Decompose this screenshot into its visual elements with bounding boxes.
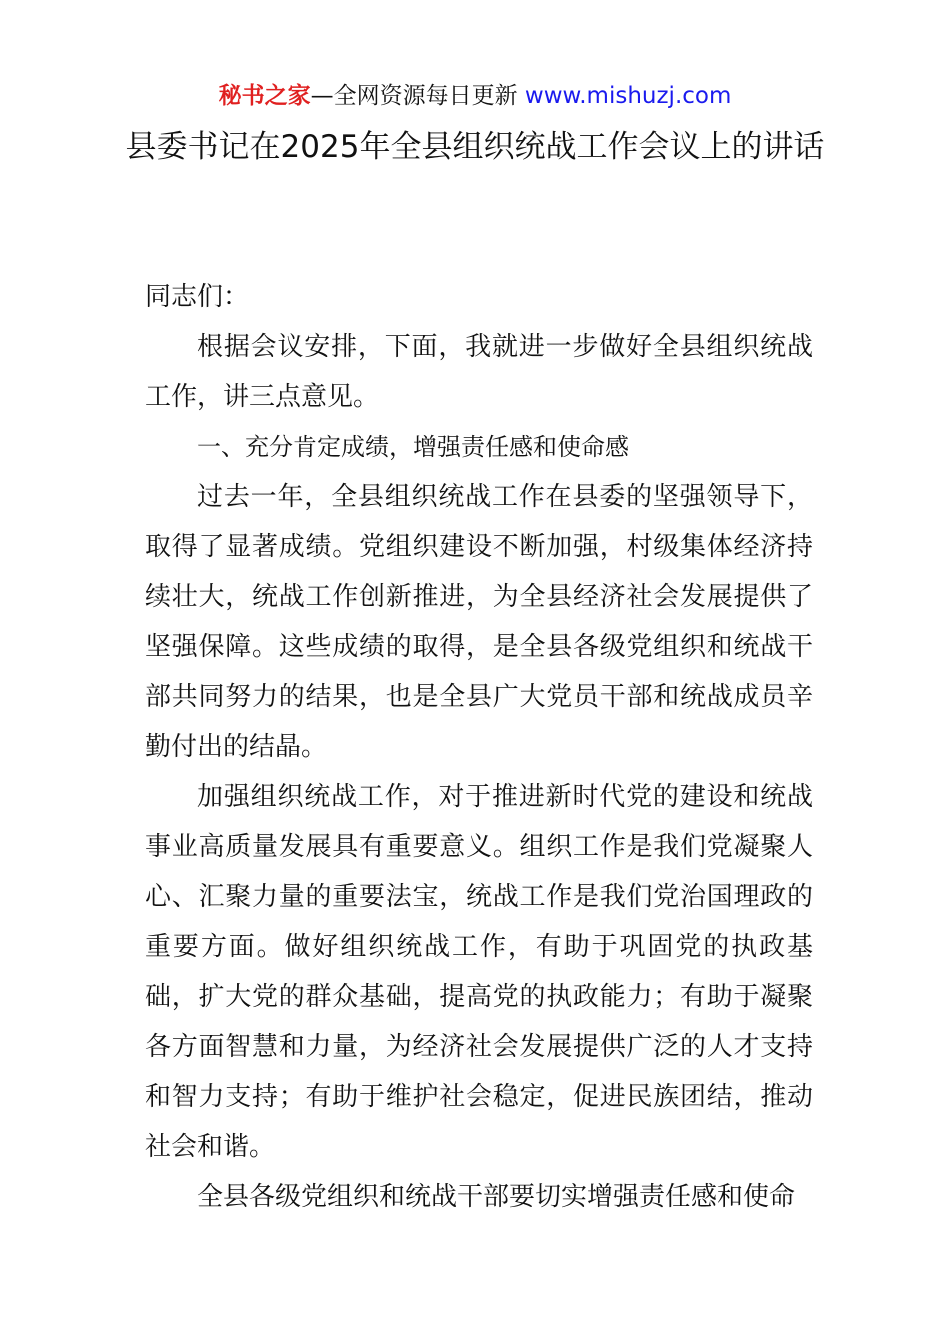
section-heading-1: 一、充分肯定成绩，增强责任感和使命感 xyxy=(197,433,629,461)
document-body xyxy=(145,272,813,1222)
paragraph: 全县各级党组织和统战干部要切实增强责任感和使命 xyxy=(197,1182,796,1212)
site-brand: 秘书之家 xyxy=(218,83,311,109)
paragraph: 过去一年，全县组织统战工作在县委的坚强领导下，取得了显著成绩。党组织建设不断加强，村级集体经济持续壮大，统战工作创新推进，为全县经济社会发展提供了坚强保障。这些成绩的取得，是全县各级党组织和统战干部共同努力的结果，也是全县广大党员干部和统战成员辛勤付出的结晶。 xyxy=(145,482,813,762)
salutation: 同志们： xyxy=(145,282,250,312)
site-url-link[interactable]: www.mishuzj.com xyxy=(524,83,732,109)
paragraph: 加强组织统战工作，对于推进新时代党的建设和统战事业高质量发展具有重要意义。组织工作是我们党凝聚人心、汇聚力量的重要法宝，统战工作是我们党治国理政的重要方面。做好组织统战工作，有助于巩固党的执政基础，扩大党的群众基础，提高党的执政能力；有助于凝聚各方面智慧和力量，为经济社会发展提供广泛的人才支持和智力支持；有助于维护社会稳定，促进民族团结，推动社会和谐。 xyxy=(145,782,813,1162)
document-title: 县委书记在2025年全县组织统战工作会议上的讲话 xyxy=(125,129,825,165)
site-header xyxy=(0,78,950,114)
site-tagline: —全网资源每日更新 xyxy=(310,83,525,109)
paragraph-intro: 根据会议安排，下面，我就进一步做好全县组织统战工作，讲三点意见。 xyxy=(145,332,813,412)
